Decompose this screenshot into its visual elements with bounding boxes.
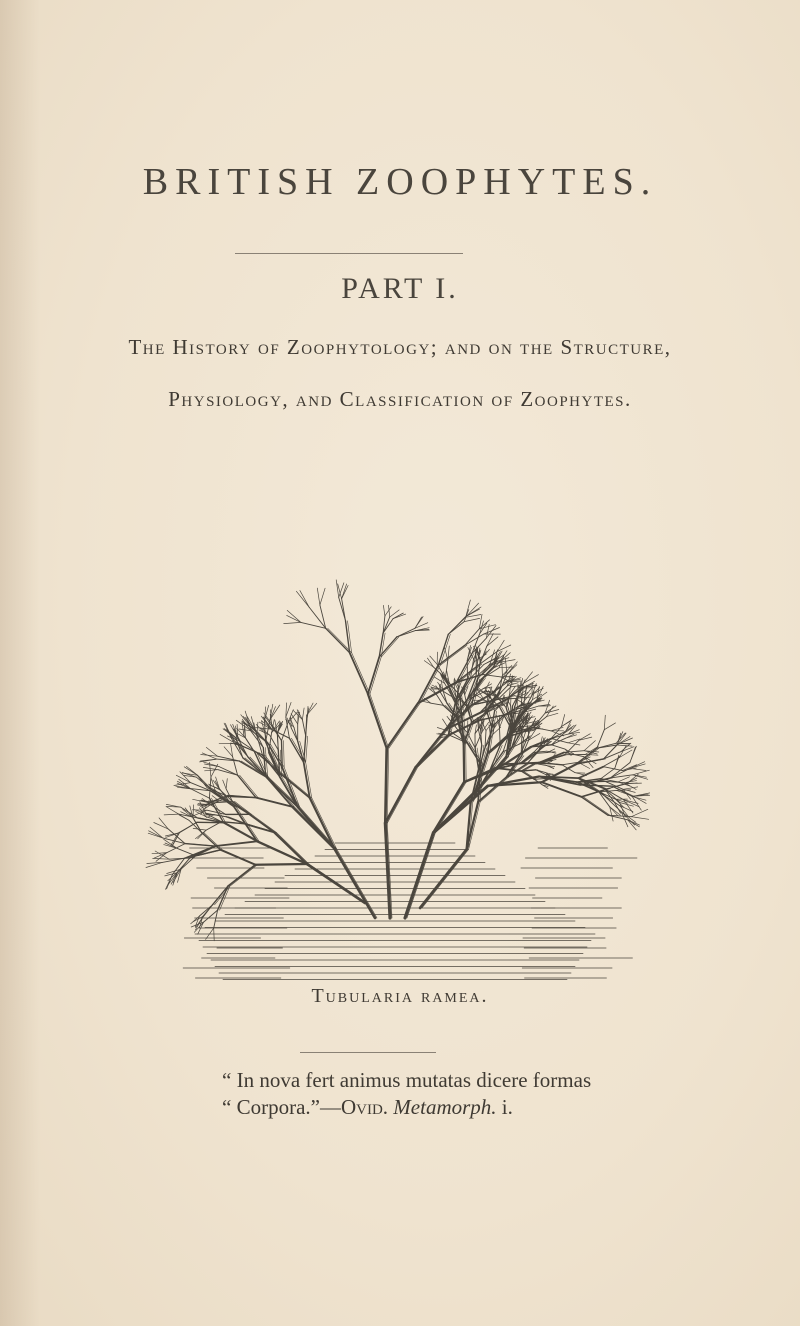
epigraph-line-2-text: “ Corpora.”— — [222, 1095, 341, 1119]
epigraph-line-1: “ In nova fert animus mutatas dicere formas — [222, 1068, 592, 1092]
caption-rule — [300, 1052, 436, 1053]
part-title: PART I. — [341, 272, 459, 305]
subtitle-line-2: Physiology, and Classification of Zoophytes. — [168, 387, 632, 411]
subtitle-line-1: The History of Zoophytology; and on the Structure, — [128, 335, 672, 359]
epigraph-book: i. — [496, 1095, 513, 1119]
zoophyte-engraving-icon — [140, 448, 650, 1003]
epigraph-work: Metamorph. — [393, 1095, 497, 1119]
epigraph-author: Ovid. — [340, 1095, 389, 1119]
epigraph-line-2 — [222, 1095, 513, 1120]
book-title: BRITISH ZOOPHYTES. — [142, 161, 658, 203]
figure-caption: Tubularia ramea. — [311, 985, 489, 1007]
title-rule — [235, 253, 463, 254]
